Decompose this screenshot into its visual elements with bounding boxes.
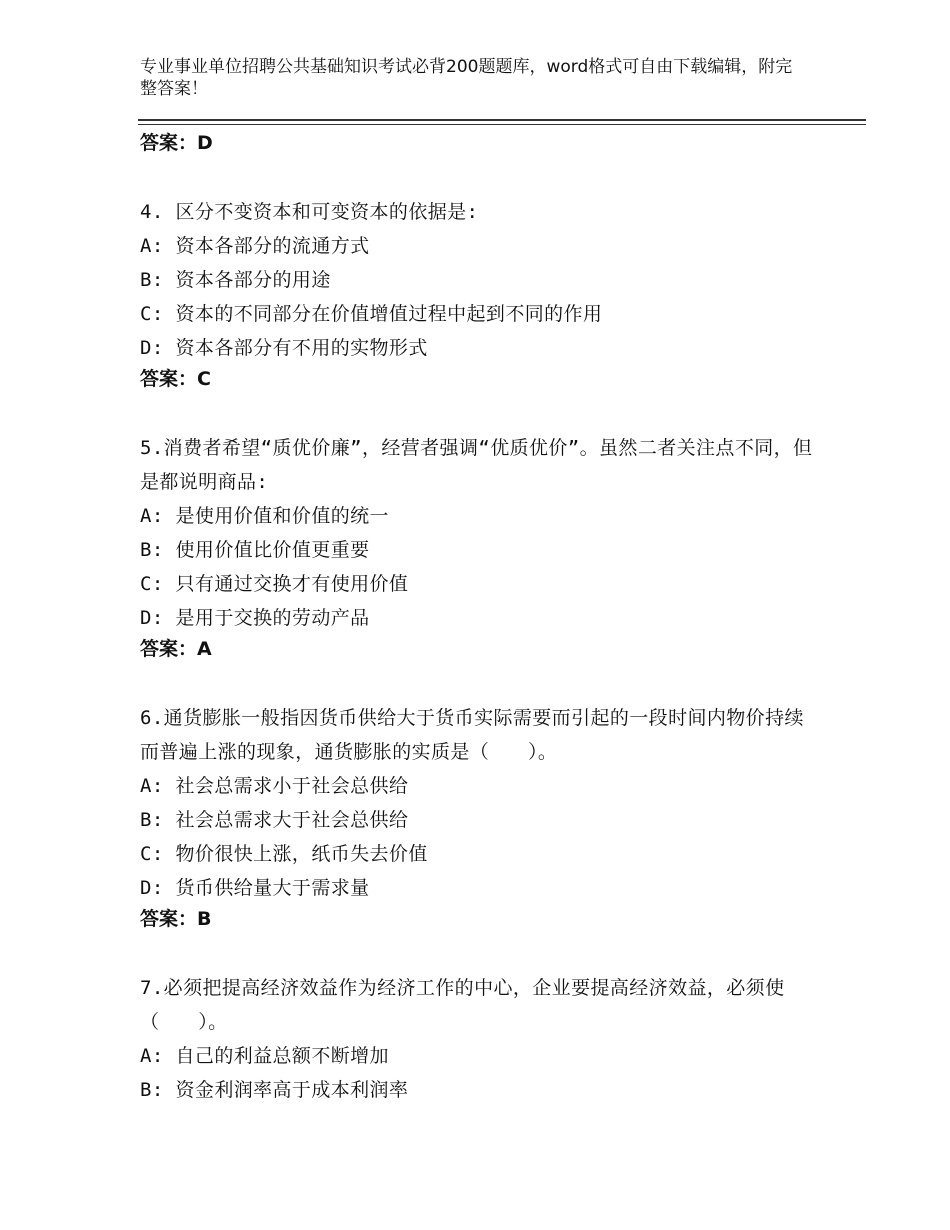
header-divider-thin xyxy=(138,124,866,125)
option-a: A: 自己的利益总额不断增加 xyxy=(140,1045,389,1067)
answer-line: 答案：C xyxy=(140,368,211,390)
question-item xyxy=(140,431,820,663)
header-divider-thick xyxy=(138,119,866,121)
option-b: B: 资金利润率高于成本利润率 xyxy=(140,1079,409,1101)
answer-line: 答案：A xyxy=(140,638,212,660)
option-b: B: 社会总需求大于社会总供给 xyxy=(140,809,409,831)
option-c: C: 只有通过交换才有使用价值 xyxy=(140,573,409,595)
option-d: D: 是用于交换的劳动产品 xyxy=(140,607,370,629)
option-b: B: 使用价值比价值更重要 xyxy=(140,539,370,561)
question-text: 7.必须把提高经济效益作为经济工作的中心，企业要提高经济效益，必须使（ ）。 xyxy=(140,977,785,1033)
option-a: A: 资本各部分的流通方式 xyxy=(140,235,370,257)
question-text: 5.消费者希望“质优价廉”，经营者强调“优质优价”。虽然二者关注点不同，但是都说明商品: xyxy=(140,437,813,493)
option-a: A: 是使用价值和价值的统一 xyxy=(140,505,389,527)
question-item xyxy=(140,195,820,393)
option-d: D: 资本各部分有不用的实物形式 xyxy=(140,337,428,359)
question-item xyxy=(140,701,820,933)
question-text: 6.通货膨胀一般指因货币供给大于货币实际需要而引起的一段时间内物价持续而普遍上涨的现象，通货膨胀的实质是（ ）。 xyxy=(140,707,804,763)
option-c: C: 物价很快上涨，纸币失去价值 xyxy=(140,843,428,865)
answer-line: 答案：D xyxy=(140,132,213,154)
question-content xyxy=(140,128,820,1107)
question-text: 4. 区分不变资本和可变资本的依据是: xyxy=(140,201,479,223)
question-item xyxy=(140,971,820,1107)
option-c: C: 资本的不同部分在价值增值过程中起到不同的作用 xyxy=(140,303,603,325)
document-header: 专业事业单位招聘公共基础知识考试必背200题题库，word格式可自由下载编辑，附完整答案！ xyxy=(140,57,793,99)
option-d: D: 货币供给量大于需求量 xyxy=(140,877,370,899)
option-b: B: 资本各部分的用途 xyxy=(140,269,331,291)
answer-line: 答案：B xyxy=(140,908,212,930)
option-a: A: 社会总需求小于社会总供给 xyxy=(140,775,409,797)
